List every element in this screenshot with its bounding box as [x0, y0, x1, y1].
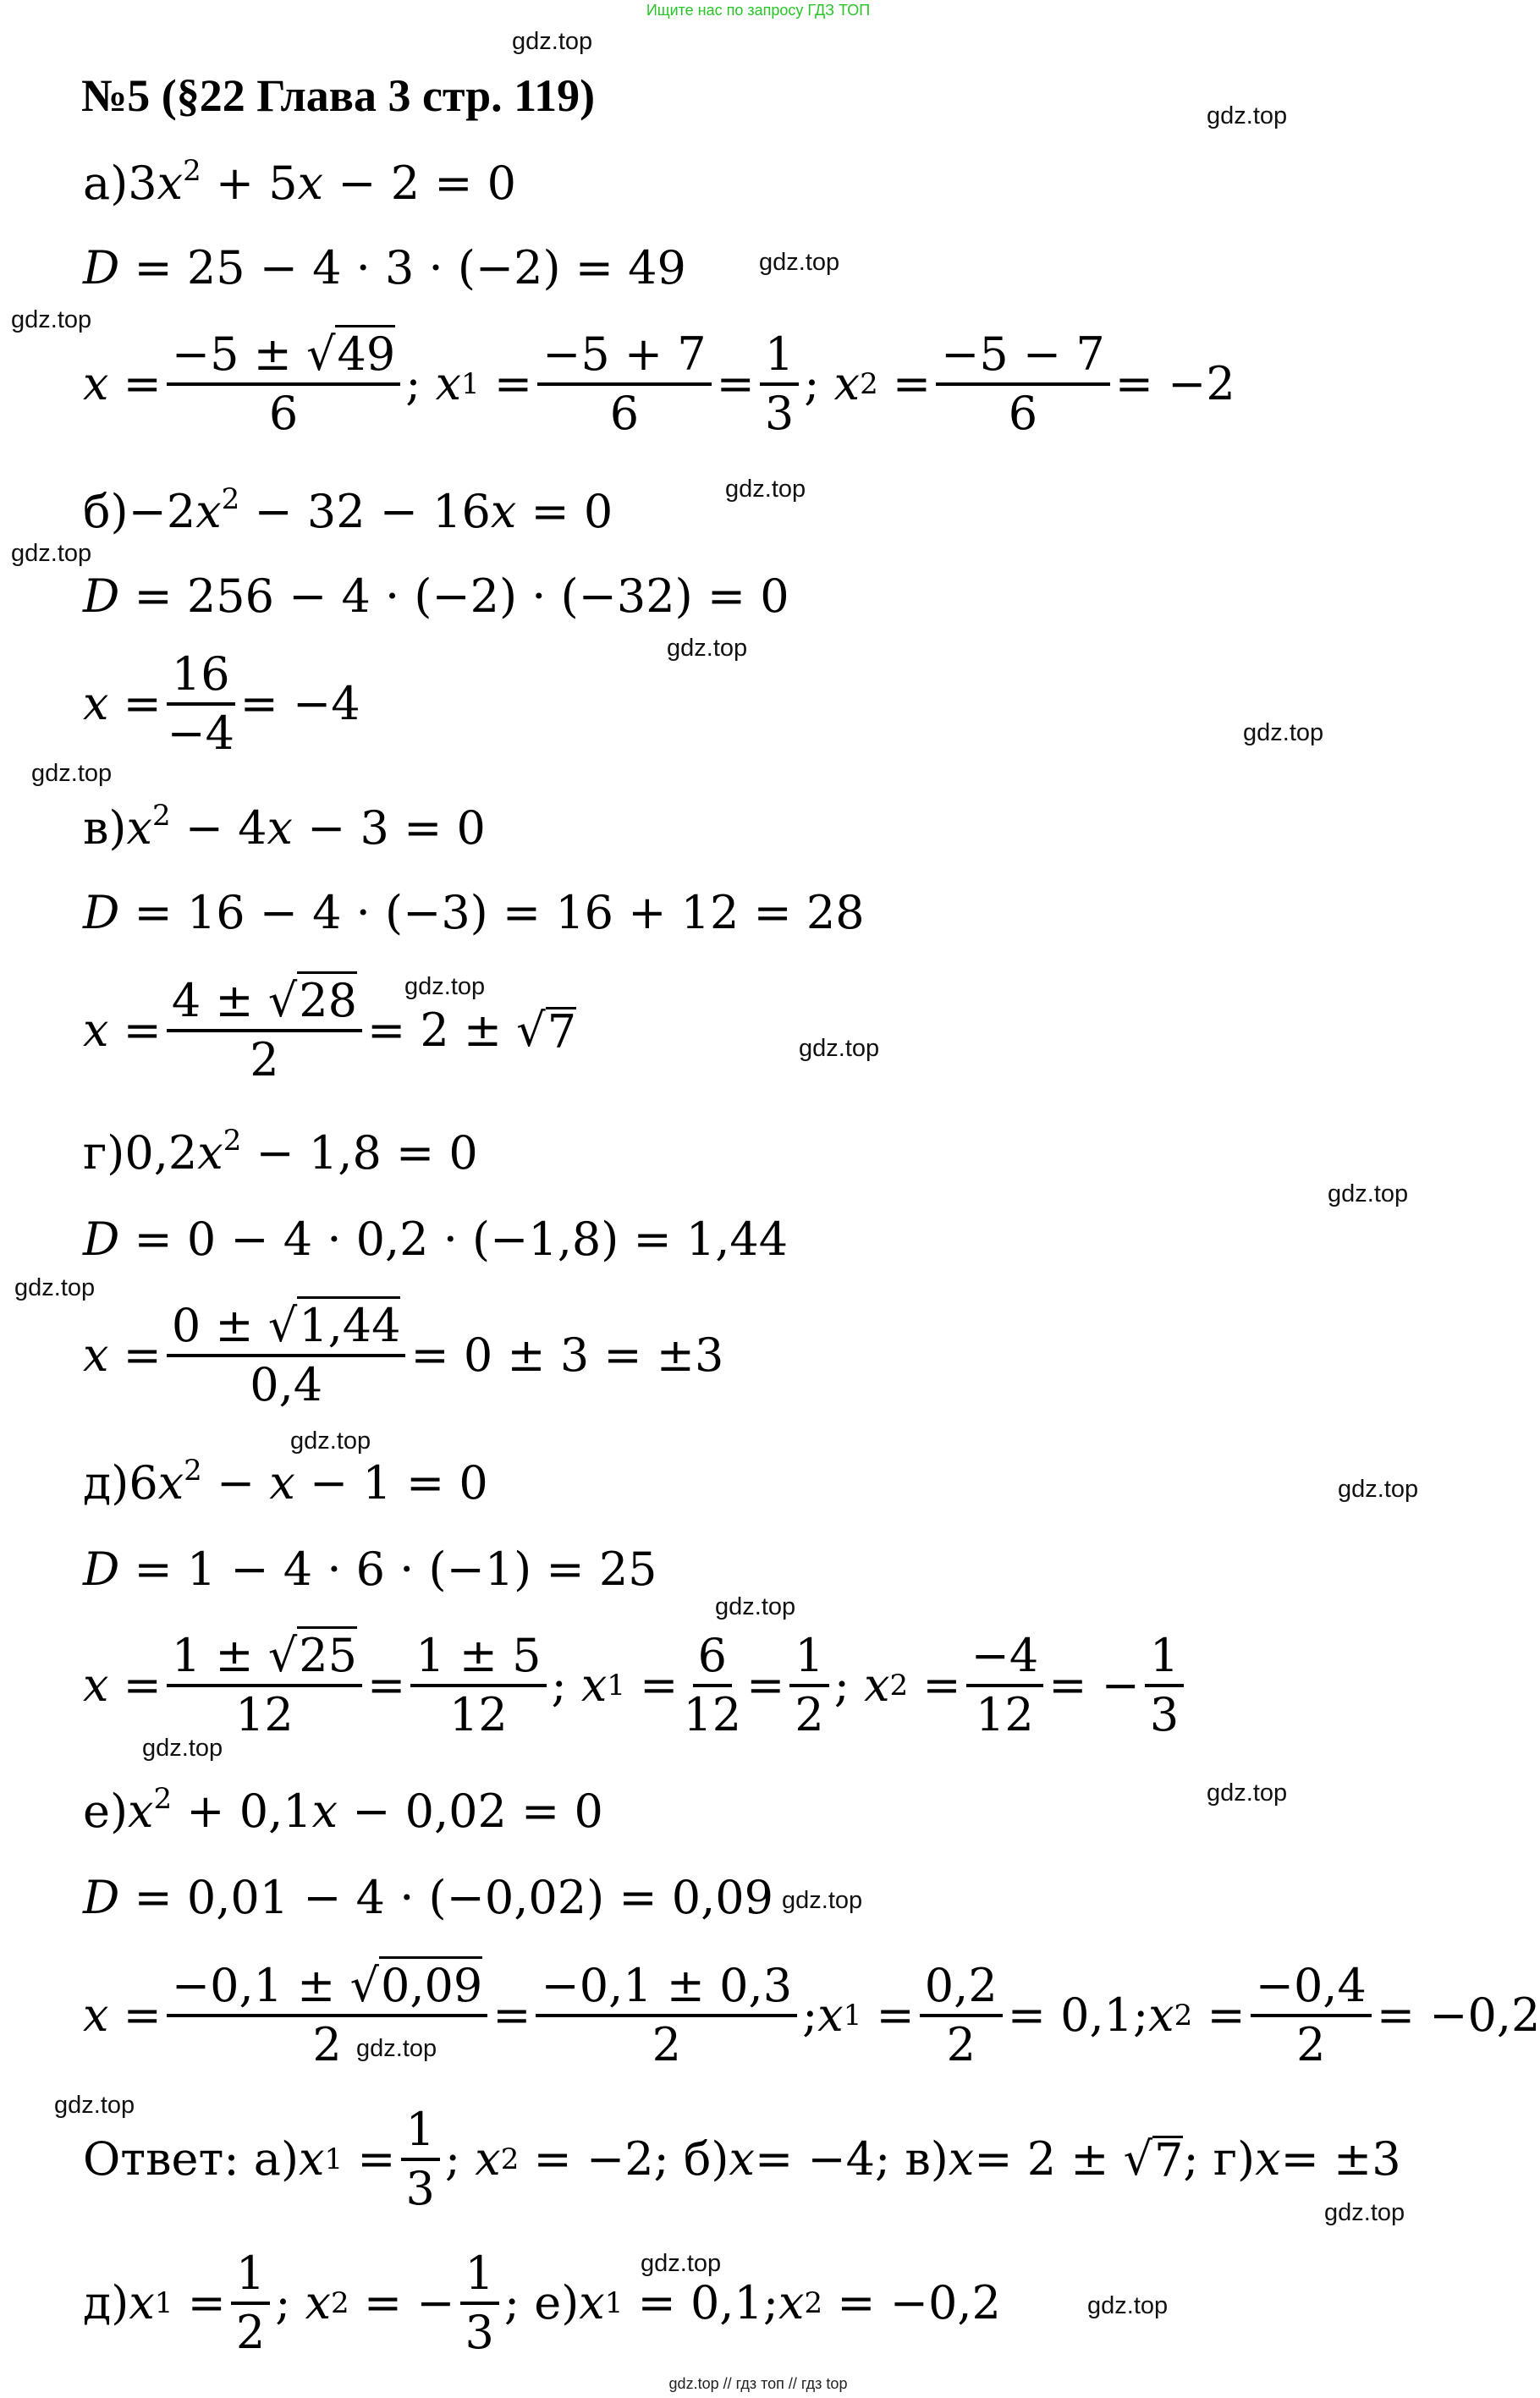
disc-d: D = 1 − 4 · 6 · (−1) = 25	[83, 1543, 657, 1596]
answer-line-1: Ответ: а) x 1 = $\frac{1}{3}$ ; x 2 = −2; б) x = −4; в) x = 2 ± √ 7 ; г) x = ±3	[83, 2103, 1401, 2215]
watermark: gdz.top	[512, 28, 593, 55]
watermark: gdz.top	[782, 1887, 863, 1914]
d-x2-val-num: 1	[1145, 1633, 1184, 1687]
disc-v: D = 16 − 4 · (−3) = 16 + 12 = 28	[83, 886, 865, 939]
footer: gdz.top // гдз топ // гдз top	[668, 2375, 848, 2392]
answer-label: Ответ:	[83, 2132, 239, 2186]
label-e: е)	[83, 1785, 129, 1838]
e-x-num2: −0,1 ± 0,3	[536, 1963, 797, 2017]
watermark: gdz.top	[31, 760, 113, 787]
eq-v: $в)x^2 - 4x - 3 = 0$	[83, 799, 486, 855]
label-b: б)	[83, 485, 129, 538]
disc-a: D = 25 − 4 · 3 · (−2) = 49	[83, 241, 686, 294]
roots-d: x = $\frac{1 \pm √25}{12}$ = $\frac{1 \pm 5}{12}$ ; x 1 = $\frac{6}{12}$ = $\frac{1}{2}$ ; x 2 = $\frac{-4}{12}$ = − $\frac{1}{3}$	[83, 1633, 1189, 1738]
watermark: gdz.top	[759, 249, 840, 276]
e-x2-den: 2	[1296, 2018, 1326, 2071]
answer-line-2: д) x 1 = $\frac{1}{2}$ ; x 2 = − $\frac{1}{3}$ ; е) x 1 = 0,1; x 2 = −0,2	[83, 2247, 1001, 2359]
a-x2-num: −5 − 7	[936, 332, 1110, 386]
eq-e: $е)x^2 + 0,1x - 0,02 = 0$	[83, 1782, 603, 1838]
g-x-den: 0,4	[250, 1358, 323, 1411]
watermark: gdz.top	[725, 476, 806, 503]
watermark: gdz.top	[290, 1427, 371, 1455]
d-x2-num: −4	[966, 1633, 1044, 1687]
page-title: №5 (§22 Глава 3 стр. 119)	[81, 70, 596, 121]
label-g: г)	[83, 1126, 125, 1180]
v-x-den: 2	[250, 1033, 279, 1086]
a-x1-den: 6	[609, 387, 640, 440]
a-x1-val-den: 3	[764, 387, 795, 440]
roots-a: x = $\frac{-5 \pm √49}{6}$ ; x 1 = $\frac{-5 + 7}{6}$ = $\frac{1}{3}$ ; x 2 = $\frac{-5 - 7}{6}$ = −2	[83, 332, 1235, 437]
e-x1-den: 2	[946, 2018, 976, 2071]
watermark: gdz.top	[799, 1035, 880, 1062]
eq-a: $а)3x^2 + 5x - 2 = 0$	[83, 154, 517, 210]
disc-e: D = 0,01 − 4 · (−0,02) = 0,09	[83, 1871, 773, 1924]
roots-b: x = $\frac{16}{-4}$ = −4	[83, 647, 360, 760]
roots-v: x = $\frac{4 \pm √28}{2}$ = 2 ± √ 7	[83, 978, 576, 1083]
d-x-den2: 12	[448, 1688, 508, 1741]
eq-g: $г)0,2x^2 - 1,8 = 0$	[83, 1124, 478, 1180]
watermark: gdz.top	[14, 1274, 96, 1301]
a-x1-val-num: 1	[760, 332, 799, 386]
b-x-val: −4	[293, 677, 360, 730]
g-x-val: 0 ± 3 = ±3	[463, 1328, 724, 1382]
a-x1-num: −5 + 7	[537, 332, 712, 386]
watermark: gdz.top	[142, 1735, 223, 1762]
watermark: gdz.top	[667, 635, 748, 662]
label-a: а)	[83, 157, 129, 210]
e-x-den: 2	[312, 2018, 342, 2071]
watermark: gdz.top	[1243, 719, 1324, 746]
d-x2-val-den: 3	[1149, 1688, 1180, 1741]
disc-b: D = 256 − 4 · (−2) · (−32) = 0	[83, 569, 789, 623]
b-x-num: 16	[167, 652, 235, 706]
watermark: gdz.top	[715, 1593, 796, 1620]
roots-g: x = $\frac{0 \pm √1,44}{0,4}$ = 0 ± 3 = ±3	[83, 1303, 723, 1408]
a-x2-den: 6	[1008, 387, 1038, 440]
watermark: gdz.top	[11, 540, 92, 567]
label-d: д)	[83, 1456, 129, 1510]
eq-d: $д)6x^2 - x - 1 = 0$	[83, 1454, 488, 1510]
d-x1-val-num: 1	[789, 1633, 828, 1687]
watermark: gdz.top	[404, 973, 486, 1000]
e-x-den2: 2	[652, 2018, 681, 2071]
b-x-den: −4	[167, 707, 235, 760]
watermark: gdz.top	[1207, 102, 1288, 129]
watermark: gdz.top	[54, 2092, 135, 2119]
d-x1-val-den: 2	[795, 1688, 824, 1741]
label-v: в)	[83, 801, 127, 855]
watermark: gdz.top	[641, 2250, 722, 2277]
watermark: gdz.top	[1087, 2292, 1169, 2319]
d-x-den: 12	[235, 1688, 294, 1741]
e-x1-num: 0,2	[920, 1963, 1003, 2017]
d-x1-num: 6	[693, 1633, 732, 1687]
watermark: gdz.top	[356, 2035, 437, 2062]
top-banner[interactable]: Ищите нас по запросу ГДЗ ТОП	[646, 2, 871, 19]
watermark: gdz.top	[1324, 2199, 1405, 2226]
e-x2-num: −0,4	[1251, 1963, 1372, 2017]
watermark: gdz.top	[1207, 1779, 1288, 1807]
roots-e: x = $\frac{-0,1 \pm √0,09}{2}$ = $\frac{-0,1 \pm 0,3}{2}$ ; x 1 = $\frac{0,2}{2}$ = 0,1; x 2 = $\frac{-0,4}{2}$ = −0,2	[83, 1963, 1540, 2068]
watermark: gdz.top	[1328, 1180, 1409, 1207]
watermark: gdz.top	[1338, 1476, 1419, 1503]
eq-b: $б)-2x^2 - 32 - 16x = 0$	[83, 482, 613, 538]
watermark: gdz.top	[11, 306, 92, 333]
d-x2-den: 12	[976, 1688, 1034, 1741]
disc-g: D = 0 − 4 · 0,2 · (−1,8) = 1,44	[83, 1213, 789, 1266]
d-x1-den: 12	[683, 1688, 742, 1741]
frac-a: $\frac{-5 \pm √49}{6}$	[167, 332, 400, 437]
d-x-num2: 1 ± 5	[410, 1633, 546, 1687]
